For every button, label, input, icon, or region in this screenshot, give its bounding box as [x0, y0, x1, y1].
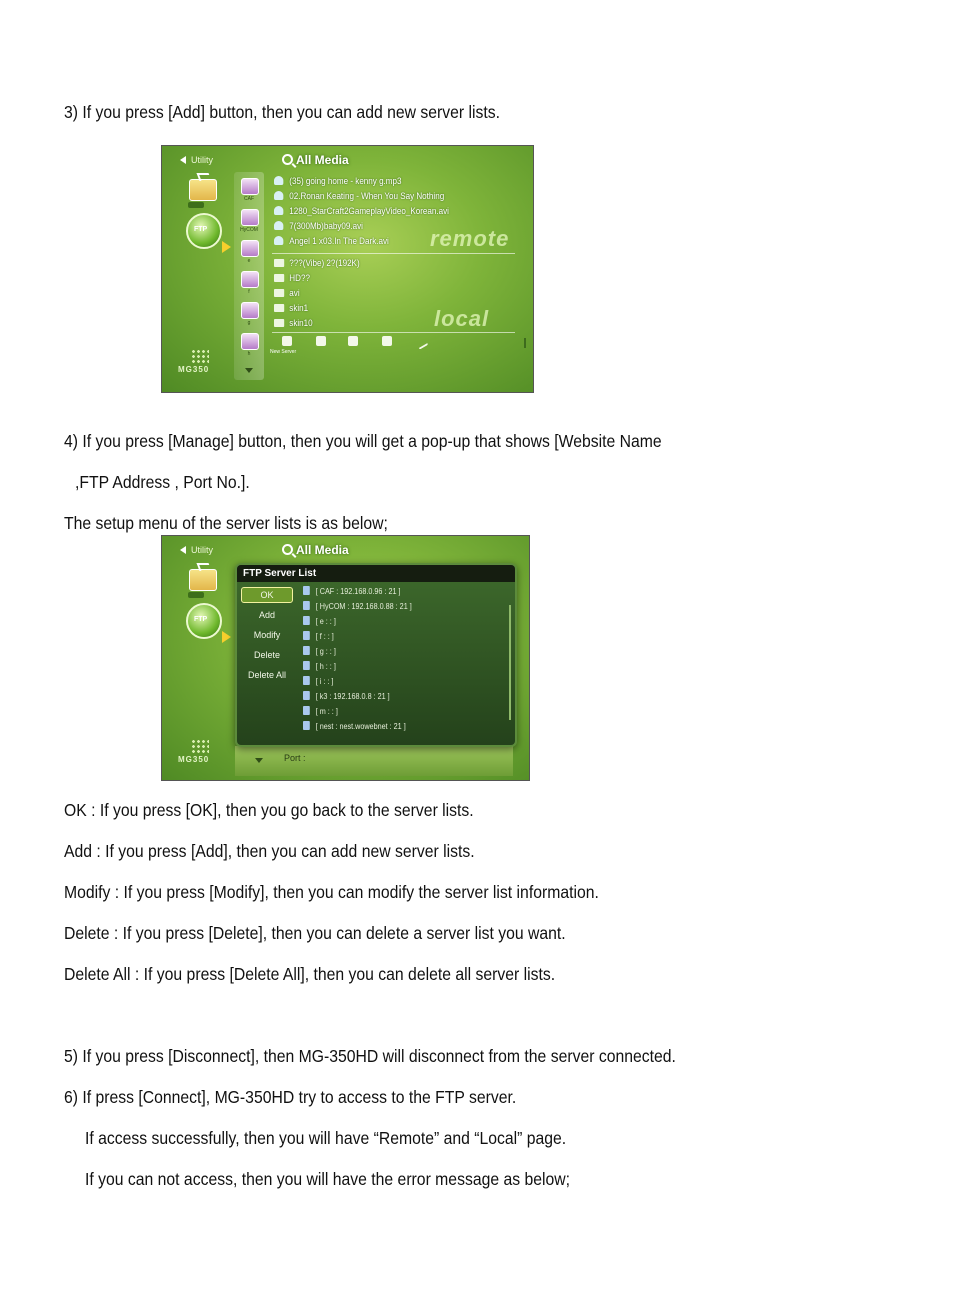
section-divider	[272, 253, 515, 254]
remote-file-list	[274, 174, 449, 249]
list-item[interactable]: ???(Vibe) 2?(192K)	[274, 256, 360, 271]
server-icon	[303, 676, 310, 685]
list-item[interactable]: (35) going home - kenny g.mp3	[274, 174, 449, 189]
category-column	[234, 172, 264, 380]
back-arrow-icon	[180, 156, 186, 164]
grid-dots-icon	[191, 739, 209, 753]
server-entry-list	[303, 584, 412, 734]
list-item[interactable]: Angel 1 x03.In The Dark.avi	[274, 234, 449, 249]
back-arrow-icon	[180, 546, 186, 554]
selection-arrow-icon	[222, 241, 231, 253]
setup-menu-intro: The setup menu of the server lists is as below;	[64, 513, 388, 533]
list-item[interactable]: 1280_StarCraft2GameplayVideo_Korean.avi	[274, 204, 449, 219]
new-server-label: New Server	[270, 349, 297, 355]
server-icon	[303, 661, 310, 670]
selection-arrow-icon	[222, 631, 231, 643]
scroll-down-icon[interactable]	[245, 368, 253, 373]
server-entry[interactable]: [ i : : ]	[303, 674, 412, 689]
ok-description: OK : If you press [OK], then you go back to the server lists.	[64, 800, 474, 820]
media-label	[188, 592, 204, 598]
ftp-globe-icon: FTP	[186, 603, 222, 639]
all-media-search: All Media	[282, 543, 349, 557]
music-file-icon	[274, 191, 283, 200]
category-icon	[241, 302, 259, 319]
category-icon	[241, 178, 259, 195]
step-3-text: 3) If you press [Add] button, then you can add new server lists.	[64, 102, 500, 122]
list-item[interactable]: skin1	[274, 301, 360, 316]
screenshot-ftp-server-list	[161, 535, 530, 781]
list-item[interactable]: skin10	[274, 316, 360, 331]
media-label	[188, 202, 204, 208]
search-icon	[282, 544, 293, 555]
folder-icon	[274, 274, 284, 282]
delete-button[interactable]: Delete	[241, 647, 293, 663]
list-item[interactable]: avi	[274, 286, 360, 301]
brand-logo: MG350	[178, 365, 210, 374]
server-entry[interactable]: [ k3 : 192.168.0.8 : 21 ]	[303, 689, 412, 704]
category-label: HyCOM	[240, 227, 258, 233]
search-icon	[282, 154, 293, 165]
grid-dots-icon	[191, 349, 209, 363]
server-icon	[303, 631, 310, 640]
folder-icon	[274, 319, 284, 327]
category-label: h	[247, 351, 251, 357]
local-file-list	[274, 256, 360, 331]
tv-icon	[189, 569, 217, 591]
delete-description: Delete : If you press [Delete], then you can delete a server list you want.	[64, 923, 566, 943]
modify-button[interactable]: Modify	[241, 627, 293, 643]
step-5-text: 5) If you press [Disconnect], then MG-350HD will disconnect from the server connected.	[64, 1046, 676, 1066]
new-server-icon[interactable]	[282, 336, 292, 346]
video-file-icon	[274, 206, 283, 215]
section-divider	[272, 332, 515, 333]
category-icon	[241, 333, 259, 350]
scroll-down-icon[interactable]	[255, 758, 263, 763]
category-label: g	[247, 320, 251, 326]
list-item[interactable]: 02.Ronan Keating - When You Say Nothing	[274, 189, 449, 204]
dialog-button-column	[241, 587, 301, 687]
category-icon	[241, 209, 259, 226]
all-media-search: All Media	[282, 153, 349, 167]
tv-icon	[189, 179, 217, 201]
video-file-icon	[274, 221, 283, 230]
folder-icon	[274, 259, 284, 267]
brand-logo: MG350	[178, 755, 210, 764]
modify-description: Modify : If you press [Modify], then you can modify the server list information.	[64, 882, 599, 902]
delete-all-button[interactable]: Delete All	[241, 667, 293, 683]
scroll-indicator	[524, 338, 526, 348]
server-entry[interactable]: [ nest : nest.wowebnet : 21 ]	[303, 719, 412, 734]
category-icon	[241, 271, 259, 288]
server-entry[interactable]: [ CAF : 192.168.0.96 : 21 ]	[303, 584, 412, 599]
server-entry[interactable]: [ e : : ]	[303, 614, 412, 629]
server-icon	[303, 706, 310, 715]
step-6-text: 6) If press [Connect], MG-350HD try to access to the FTP server.	[64, 1087, 517, 1107]
server-entry[interactable]: [ f : : ]	[303, 629, 412, 644]
delete-all-description: Delete All : If you press [Delete All], then you can delete all server lists.	[64, 964, 556, 984]
step-4-text-cont: ,FTP Address , Port No.].	[75, 472, 250, 492]
server-icon	[303, 646, 310, 655]
server-icon	[303, 721, 310, 730]
bottom-strip	[235, 746, 513, 776]
server-entry[interactable]: [ HyCOM : 192.168.0.88 : 21 ]	[303, 599, 412, 614]
folder-icon	[274, 289, 284, 297]
server-icon	[303, 601, 310, 610]
server-icon	[303, 691, 310, 700]
server-entry[interactable]: [ m : : ]	[303, 704, 412, 719]
server-entry[interactable]: [ h : : ]	[303, 659, 412, 674]
music-file-icon	[274, 176, 283, 185]
remote-watermark: remote	[430, 226, 510, 251]
local-watermark: local	[434, 306, 490, 331]
folder-icon	[274, 304, 284, 312]
add-description: Add : If you press [Add], then you can add new server lists.	[64, 841, 475, 861]
category-label: f	[248, 289, 250, 295]
screenshot-remote-local	[161, 145, 534, 393]
ftp-server-list-dialog	[235, 563, 517, 747]
utility-back: Utility	[180, 545, 213, 555]
category-icon	[241, 240, 259, 257]
server-icon	[303, 616, 310, 625]
dialog-title: FTP Server List	[237, 565, 515, 582]
manage-icon[interactable]	[348, 336, 358, 346]
search-server-icon[interactable]	[316, 336, 326, 346]
category-label: e	[247, 258, 251, 264]
ok-button[interactable]: OK	[241, 587, 293, 603]
step-6-error-text: If you can not access, then you will have the error message as below;	[85, 1169, 571, 1189]
utility-back: Utility	[180, 155, 213, 165]
port-label: Port :	[284, 753, 306, 763]
step-4-text: 4) If you press [Manage] button, then you will get a pop-up that shows [Website Name	[64, 431, 662, 451]
server-icon	[303, 586, 310, 595]
list-item[interactable]: HD??	[274, 271, 360, 286]
add-button[interactable]: Add	[241, 607, 293, 623]
list-item[interactable]: 7(300Mb)baby09.avi	[274, 219, 449, 234]
ftp-globe-icon: FTP	[186, 213, 222, 249]
dialog-scrollbar[interactable]	[509, 605, 511, 720]
server-entry[interactable]: [ g : : ]	[303, 644, 412, 659]
connect-icon[interactable]	[382, 336, 392, 346]
category-label: CAF	[244, 196, 254, 202]
return-icon[interactable]	[414, 334, 429, 349]
step-6-success-text: If access successfully, then you will have “Remote” and “Local” page.	[85, 1128, 567, 1148]
video-file-icon	[274, 236, 283, 245]
